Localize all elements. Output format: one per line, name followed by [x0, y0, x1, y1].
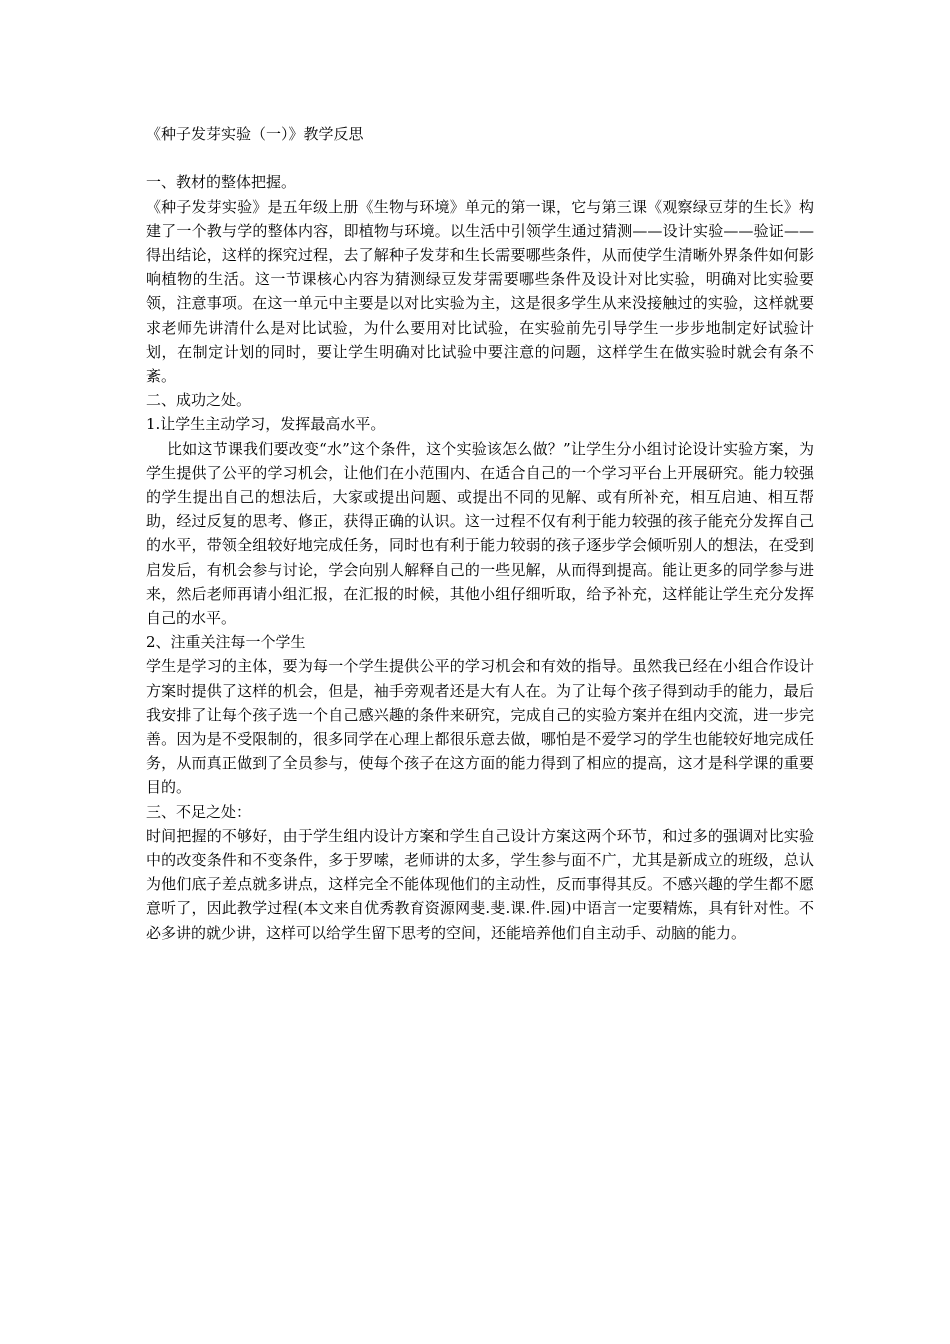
blank-line — [146, 146, 814, 170]
section2-item2-body: 学生是学习的主体，要为每一个学生提供公平的学习机会和有效的指导。虽然我已经在小组合作设计方案时提供了这样的机会，但是，袖手旁观者还是大有人在。为了让每个孩子得到动手的能力，最后我安排了让每个孩子选一个自己感兴趣的条件来研究，完成自己的实验方案并在组内交流，进一步完善。因为是不受限制的，很多同学在心理上都很乐意去做，哪怕是不爱学习的学生也能较好地完成任务，从而真正做到了全员参与，使每个孩子在这方面的能力得到了相应的提高，这才是科学课的重要目的。 — [146, 657, 814, 797]
section1-heading: 一、教材的整体把握。 — [146, 173, 297, 192]
section2-item1-heading: 1.让学生主动学习，发挥最高水平。 — [146, 415, 386, 434]
section2-item1-body: 比如这节课我们要改变“水”这个条件，这个实验该怎么做？”让学生分小组讨论设计实验方案，为学生提供了公平的学习机会，让他们在小范围内、在适合自己的一个学习平台上开展研究。能力较强的学生提出自己的想法后，大家或提出问题、或提出不同的见解、或有所补充，相互启迪、相互帮助，经过反复的思考、修正，获得正确的认识。这一过程不仅有利于能力较强的孩子能充分发挥自己的水平，带领全组较好地完成任务，同时也有利于能力较弱的孩子逐步学会倾听别人的想法，在受到启发后，有机会参与讨论，学会向别人解释自己的一些见解，从而得到提高。能让更多的同学参与进来，然后老师再请小组汇报，在汇报的时候，其他小组仔细听取，给予补充，这样能让学生充分发挥自己的水平。 — [146, 439, 814, 628]
document-page — [146, 122, 814, 945]
section2-heading: 二、成功之处。 — [146, 391, 252, 410]
section3-body: 时间把握的不够好，由于学生组内设计方案和学生自己设计方案这两个环节，和过多的强调对比实验中的改变条件和不变条件，多于罗嗦，老师讲的太多，学生参与面不广，尤其是新成立的班级，总认为他们底子差点就多讲点，这样完全不能体现他们的主动性，反而事得其反。不感兴趣的学生都不愿意听了，因此教学过程(本文来自优秀教育资源网斐.斐.课.件.园)中语言一定要精炼，具有针对性。不必多讲的就少讲，这样可以给学生留下思考的空间，还能培养他们自主动手、动脑的能力。 — [146, 826, 814, 942]
section2-item2-heading: 2、注重关注每一个学生 — [146, 633, 306, 652]
document-title: 《种子发芽实验（一）》教学反思 — [146, 125, 364, 143]
section1-body: 《种子发芽实验》是五年级上册《生物与环境》单元的第一课，它与第三课《观察绿豆芽的生长》构建了一个教与学的整体内容，即植物与环境。以生活中引领学生通过猜测——设计实验——验证——得出结论，这样的探究过程，去了解种子发芽和生长需要哪些条件，从而使学生清晰外界条件如何影响植物的生活。这一节课核心内容为猜测绿豆发芽需要哪些条件及设计对比实验，明确对比实验要领，注意事项。在这一单元中主要是以对比实验为主，这是很多学生从来没接触过的实验，这样就要求老师先讲清什么是对比试验，为什么要用对比试验，在实验前先引导学生一步步地制定好试验计划，在制定计划的同时，要让学生明确对比试验中要注意的问题，这样学生在做实验时就会有条不紊。 — [146, 197, 814, 386]
section3-heading: 三、不足之处： — [146, 802, 252, 821]
